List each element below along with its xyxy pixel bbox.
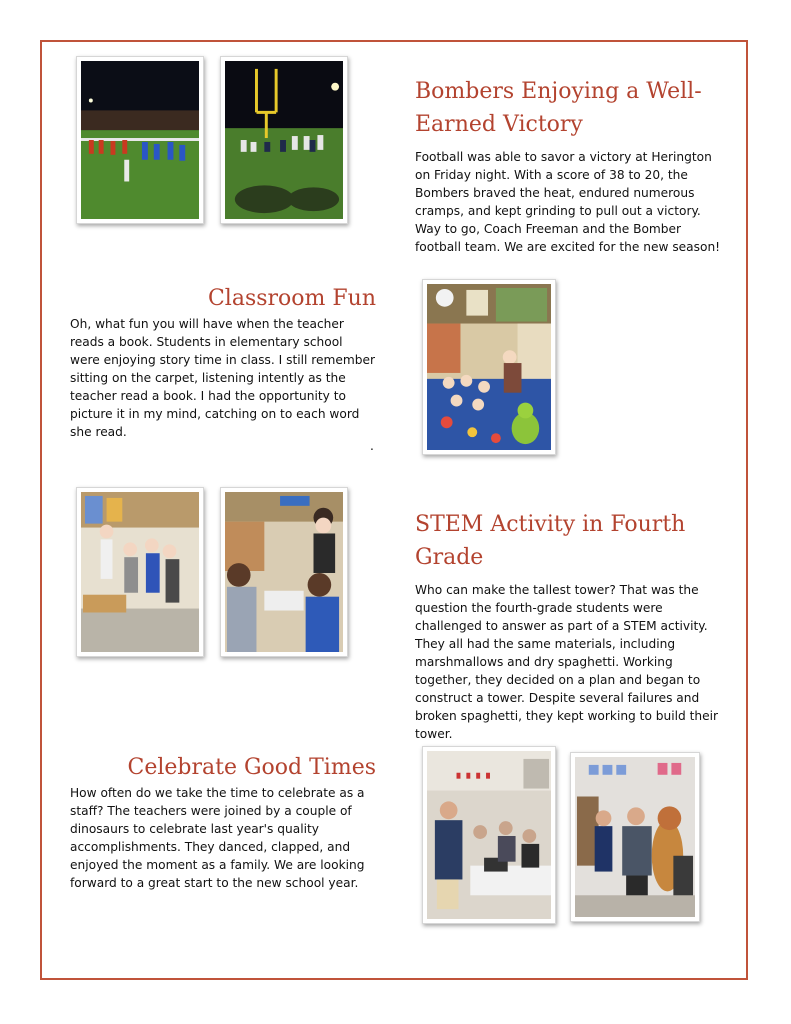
section-title-classroom: Classroom Fun [207, 286, 376, 311]
section-body-classroom: Oh, what fun you will have when the teacher reads a book. Students in elementary school were enjoying story time in class. I still remember sitting on the carpet, listening intently as the teacher read a book. I had the opportunity to picture it in my mind, catching on to each word she read. [70, 317, 376, 439]
trailing-mark: . [370, 439, 374, 453]
football-photo-1 [76, 56, 204, 224]
section-title-celebrate: Celebrate Good Times [127, 755, 376, 780]
section-body-stem: Who can make the tallest tower? That was the question the fourth-grade students were challenged to answer as part of a STEM activity. They all had the same materials, including marshmallows and dry spaghetti. Working together, they decided on a plan and began to construct a tower. Despite several failures and broken spaghetti, they kept working to build their tower. [415, 583, 719, 741]
classroom-photo [422, 279, 556, 455]
section-title-stem: STEM Activity in Fourth Grade [415, 512, 686, 570]
stem-photo-2 [220, 487, 348, 657]
football-photo-2 [220, 56, 348, 224]
section-body-celebrate: How often do we take the time to celebrate as a staff? The teachers were joined by a couple of dinosaurs to celebrate last year's quality accomplishments. They danced, clapped, and enjoyed the moment as a family. We are looking forward to a great start to the new school year. [70, 786, 365, 890]
section-title-football: Bombers Enjoying a Well-Earned Victory [415, 79, 702, 137]
section-body-football: Football was able to savor a victory at Herington on Friday night. With a score of 38 to 20, the Bombers braved the heat, endured numerous cramps, and kept grinding to pull out a victory. Way to go, Coach Freeman and the Bomber football team. We are excited for the new season! [415, 150, 721, 254]
stem-photo-1 [76, 487, 204, 657]
celebrate-photo-2 [570, 752, 700, 922]
celebrate-photo-1 [422, 746, 556, 924]
